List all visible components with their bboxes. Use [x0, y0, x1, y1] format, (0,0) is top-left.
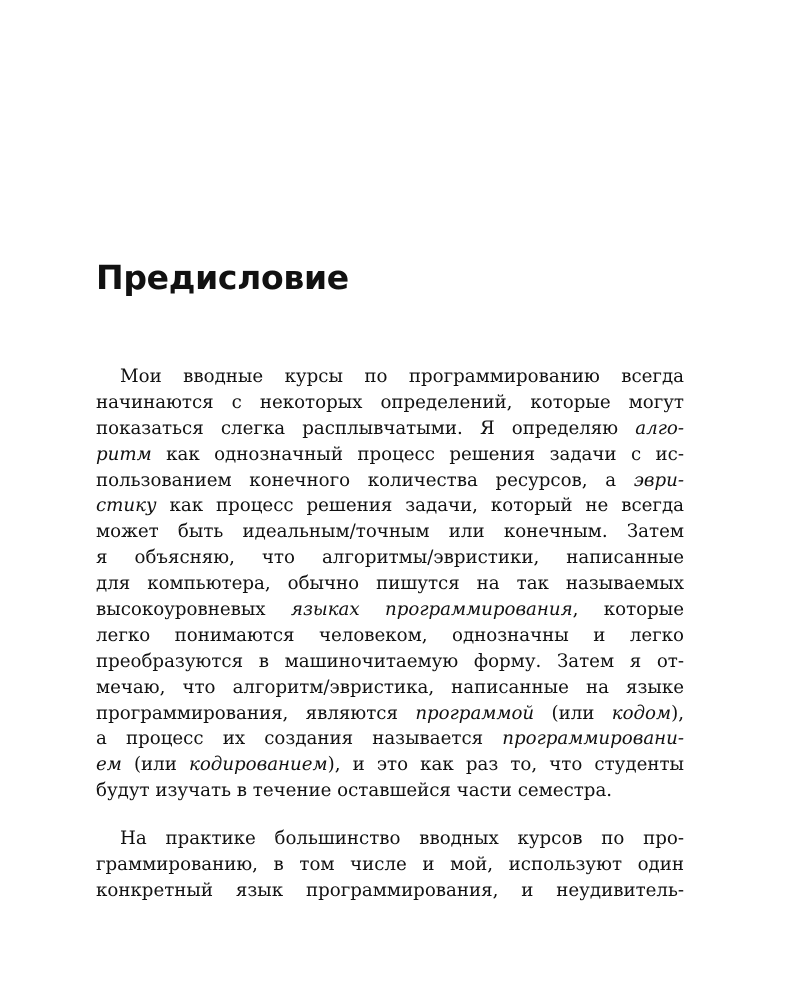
text-run: как однозначный процесс решения задачи с ис- [151, 443, 684, 465]
italic-term: алго- [635, 417, 684, 439]
italic-term: стику [96, 495, 157, 517]
text-run: ), [671, 702, 684, 724]
text-run: (или [121, 754, 189, 776]
text-run: а процесс их создания называется [96, 728, 503, 750]
italic-term: программировани- [502, 728, 684, 750]
text-line: Мои вводные курсы по программированию всегда [120, 366, 684, 387]
paragraph-2 [96, 826, 684, 904]
text-line [96, 597, 684, 623]
italic-term: ритм [96, 443, 152, 465]
text-line: конкретный язык программирования, и неудивитель- [96, 879, 684, 901]
text-line: я объясняю, что алгоритмы/эвристики, написанные [96, 547, 684, 569]
italic-term: эври- [633, 469, 684, 491]
text-run: высокоуровневых [96, 599, 291, 621]
text-line: для компьютера, обычно пишутся на так называемых [96, 573, 684, 595]
text-line [96, 442, 684, 468]
text-line [96, 701, 684, 727]
text-run: пользованием конечного количества ресурсов, а [96, 469, 634, 491]
text-line: преобразуются в машиночитаемую форму. Затем я от- [96, 650, 684, 672]
italic-term: программой [415, 702, 535, 724]
text-line: На практике большинство вводных курсов по про- [120, 828, 684, 849]
chapter-title: Предисловие [96, 258, 349, 297]
text-line [96, 493, 684, 519]
text-line: легко понимаются человеком, однозначны и легко [96, 624, 684, 646]
text-run: программирования, являются [96, 702, 416, 724]
text-run: показаться слегка расплывчатыми. Я определяю [96, 417, 636, 439]
text-line: мечаю, что алгоритм/эвристика, написанные на языке [96, 676, 684, 698]
italic-term: языках программирования [290, 599, 573, 621]
text-line [96, 468, 684, 494]
text-line [96, 752, 684, 778]
text-run: как процесс решения задачи, который не всегда [156, 495, 684, 517]
paragraph-1 [96, 364, 684, 804]
text-line [96, 416, 684, 442]
text-run: ), и это как раз то, что студенты [327, 754, 684, 776]
text-run: , которые [572, 599, 684, 621]
italic-term: кодом [611, 702, 672, 724]
italic-term: кодированием [188, 754, 328, 776]
italic-term: ем [96, 754, 122, 776]
text-line: будут изучать в течение оставшейся части семестра. [96, 780, 613, 802]
text-line: может быть идеальным/точным или конечным. Затем [96, 521, 684, 543]
text-line: начинаются с некоторых определений, которые могут [96, 391, 684, 413]
text-line [96, 726, 684, 752]
text-line: граммированию, в том числе и мой, используют один [96, 853, 684, 875]
text-run: (или [534, 702, 612, 724]
